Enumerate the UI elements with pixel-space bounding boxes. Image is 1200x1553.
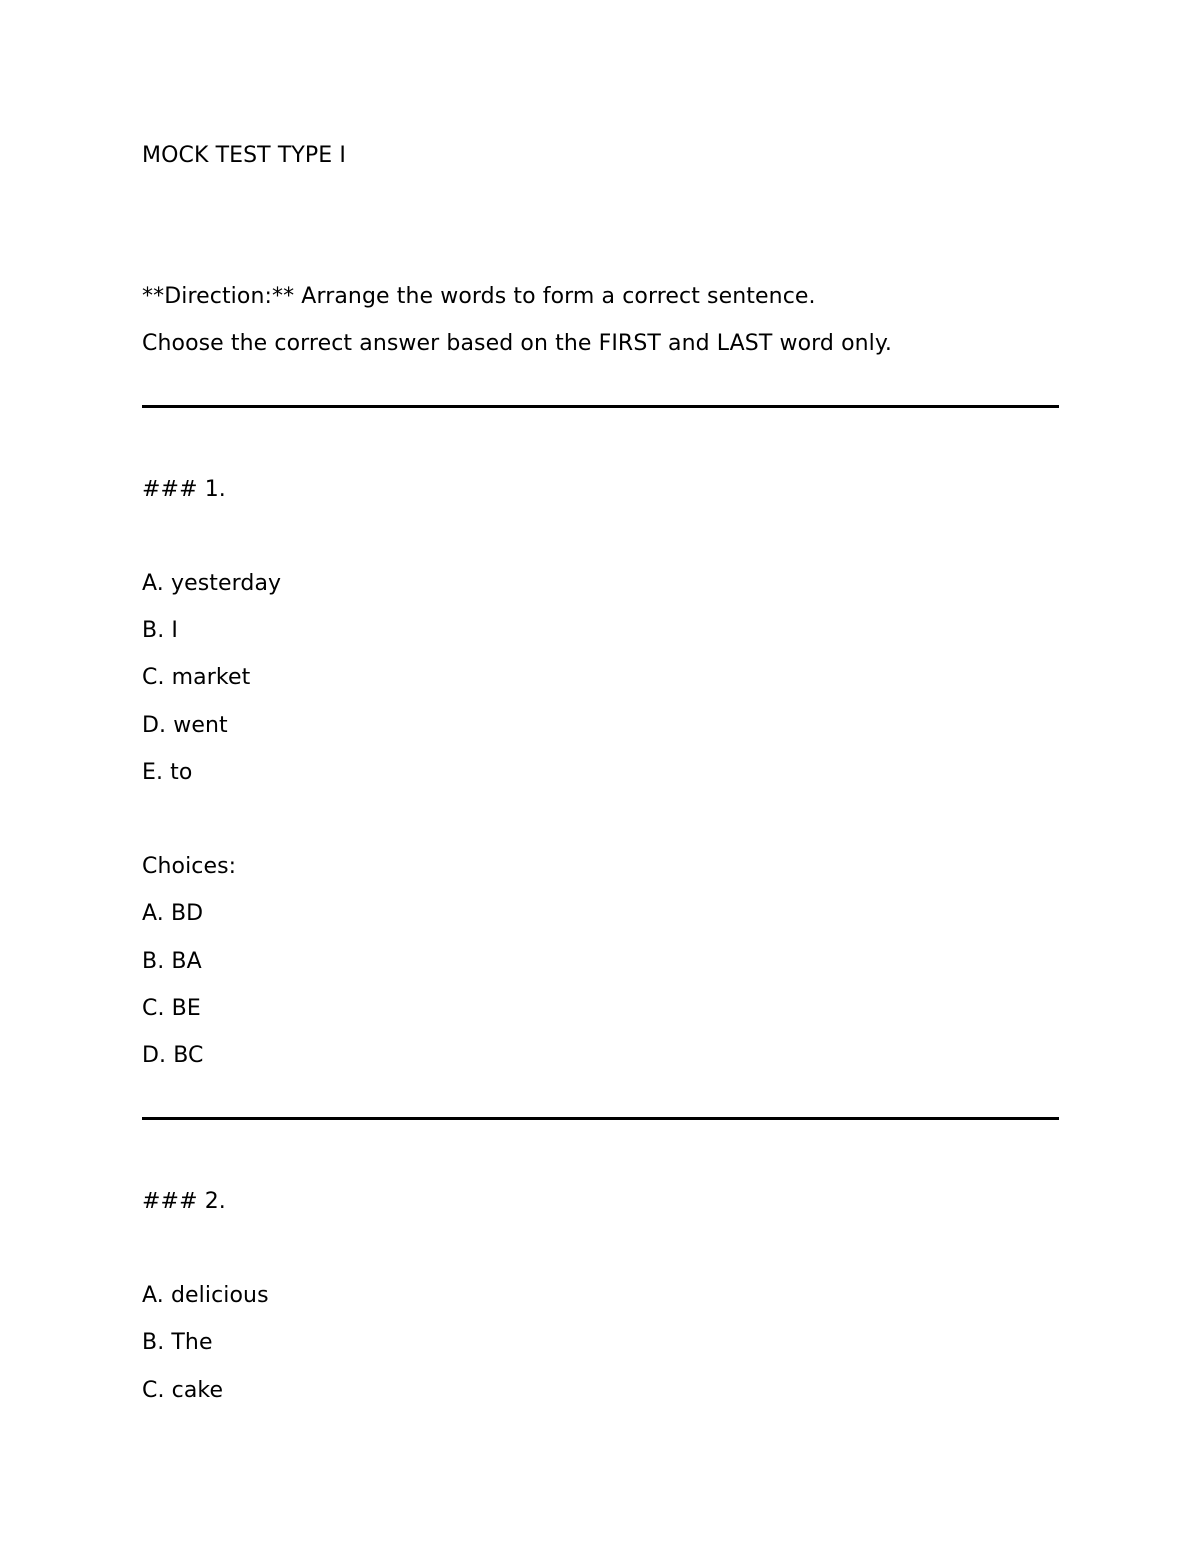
question-1-word-d: D. went <box>142 713 228 738</box>
question-2-word-a: A. delicious <box>142 1283 269 1308</box>
question-1-word-c: C. market <box>142 665 251 690</box>
question-2-word-c: C. cake <box>142 1378 224 1403</box>
question-1-heading: ### 1. <box>142 477 226 502</box>
question-1-word-b: B. I <box>142 618 178 643</box>
question-1-choice-a: A. BD <box>142 901 204 926</box>
question-1-choices-label: Choices: <box>142 854 237 879</box>
question-2-heading: ### 2. <box>142 1189 226 1214</box>
question-2-word-b: B. The <box>142 1330 213 1355</box>
instruction-text: Choose the correct answer based on the FIRST and LAST word only. <box>142 331 892 356</box>
question-1-choice-b: B. BA <box>142 949 202 974</box>
question-1-choice-d: D. BC <box>142 1043 204 1068</box>
document-page <box>142 0 1060 1553</box>
question-1-choice-c: C. BE <box>142 996 201 1021</box>
horizontal-divider <box>142 405 1059 408</box>
direction-text: **Direction:** Arrange the words to form a correct sentence. <box>142 284 816 309</box>
document-title: MOCK TEST TYPE I <box>142 143 346 168</box>
question-1-word-e: E. to <box>142 760 193 785</box>
question-1-word-a: A. yesterday <box>142 571 282 596</box>
horizontal-divider <box>142 1117 1059 1120</box>
